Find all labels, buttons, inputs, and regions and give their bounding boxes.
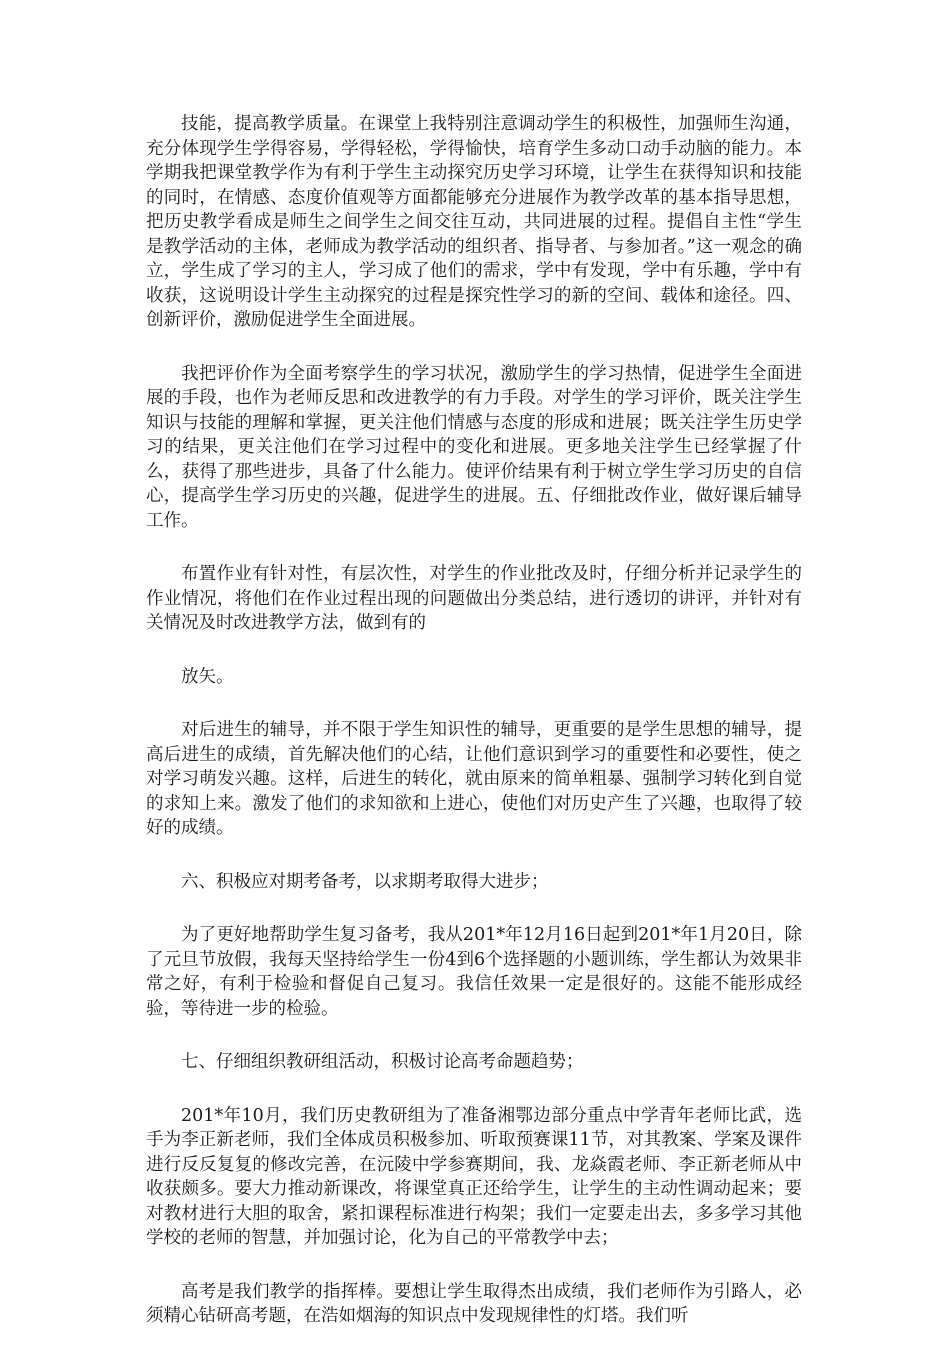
body-paragraph: 放矢。: [181, 666, 234, 687]
section-heading: 七、仔细组织教研组活动，积极讨论高考命题趋势；: [181, 1052, 584, 1072]
body-paragraph: 我把评价作为全面考察学生的学习状况，激励学生的学习热情，促进学生全面进展的手段，也作为老师反思和改进教学的有力手段。对学生的学习评价，既关注学生知识与技能的理解和掌握，更关注他们情感与态度的形成和进展；既关注学生历史学习的结果，更关注他们在学习过程中的变化和进展。更多地关注学生已经掌握了什么，获得了那些进步，具备了什么能力。使评价结果有利于树立学生学习历史的自信心，提高学生学习历史的兴趣，促进学生的进展。五、仔细批改作业，做好课后辅导工作。: [146, 363, 802, 531]
section-heading: 六、积极应对期考备考，以求期考取得大进步；: [181, 871, 549, 892]
body-paragraph: 为了更好地帮助学生复习备考，我从201*年12月16日起到201*年1月20日，除了元旦节放假，我每天坚持给学生一份4到6个选择题的小题训练，学生都认为效果非常之好，有利于检验和督促自己复习。我信任效果一定是很好的。这能不能形成经验，等待进一步的检验。: [146, 925, 802, 1019]
body-paragraph: 布置作业有针对性，有层次性，对学生的作业批改及时，仔细分析并记录学生的作业情况，将他们在作业过程出现的问题做出分类总结，进行透切的讲评，并针对有关情况及时改进教学方法，做到有的: [146, 564, 802, 633]
document-page: [146, 112, 802, 1358]
body-paragraph: 高考是我们教学的指挥棒。要想让学生取得杰出成绩，我们老师作为引路人，必须精心钻研高考题，在浩如烟海的知识点中发现规律性的灯塔。我们听: [146, 1281, 802, 1326]
body-paragraph: 对后进生的辅导，并不限于学生知识性的辅导，更重要的是学生思想的辅导，提高后进生的成绩，首先解决他们的心结，让他们意识到学习的重要性和必要性，使之对学习萌发兴趣。这样，后进生的转化，就由原来的简单粗暴、强制学习转化到自觉的求知上来。激发了他们的求知欲和上进心，使他们对历史产生了兴趣，也取得了较好的成绩。: [146, 720, 802, 838]
body-paragraph: 技能，提高教学质量。在课堂上我特别注意调动学生的积极性，加强师生沟通，充分体现学生学得容易，学得轻松，学得愉快，培育学生多动口动手动脑的能力。本学期我把课堂教学作为有利于学生主动探究历史学习环境，让学生在获得知识和技能的同时，在情感、态度价值观等方面都能够充分进展作为教学改革的基本指导思想，把历史教学看成是师生之间学生之间交往互动，共同进展的过程。提倡自主性“学生是教学活动的主体，老师成为教学活动的组织者、指导者、与参加者。”这一观念的确立，学生成了学习的主人，学习成了他们的需求，学中有发现，学中有乐趣，学中有收获，这说明设计学生主动探究的过程是探究性学习的新的空间、载体和途径。四、创新评价，激励促进学生全面进展。: [146, 114, 802, 330]
body-paragraph: 201*年10月，我们历史教研组为了准备湘鄂边部分重点中学青年老师比武，选手为李正新老师，我们全体成员积极参加、听取预赛课11节，对其教案、学案及课件进行反反复复的修改完善，在沅陵中学参赛期间，我、龙焱霞老师、李正新老师从中收获颇多。要大力推动新课改，将课堂真正还给学生，让学生的主动性调动起来；要对教材进行大胆的取舍，紧扣课程标准进行构架；我们一定要走出去，多多学习其他学校的老师的智慧，并加强讨论，化为自己的平常教学中去；: [146, 1105, 802, 1248]
